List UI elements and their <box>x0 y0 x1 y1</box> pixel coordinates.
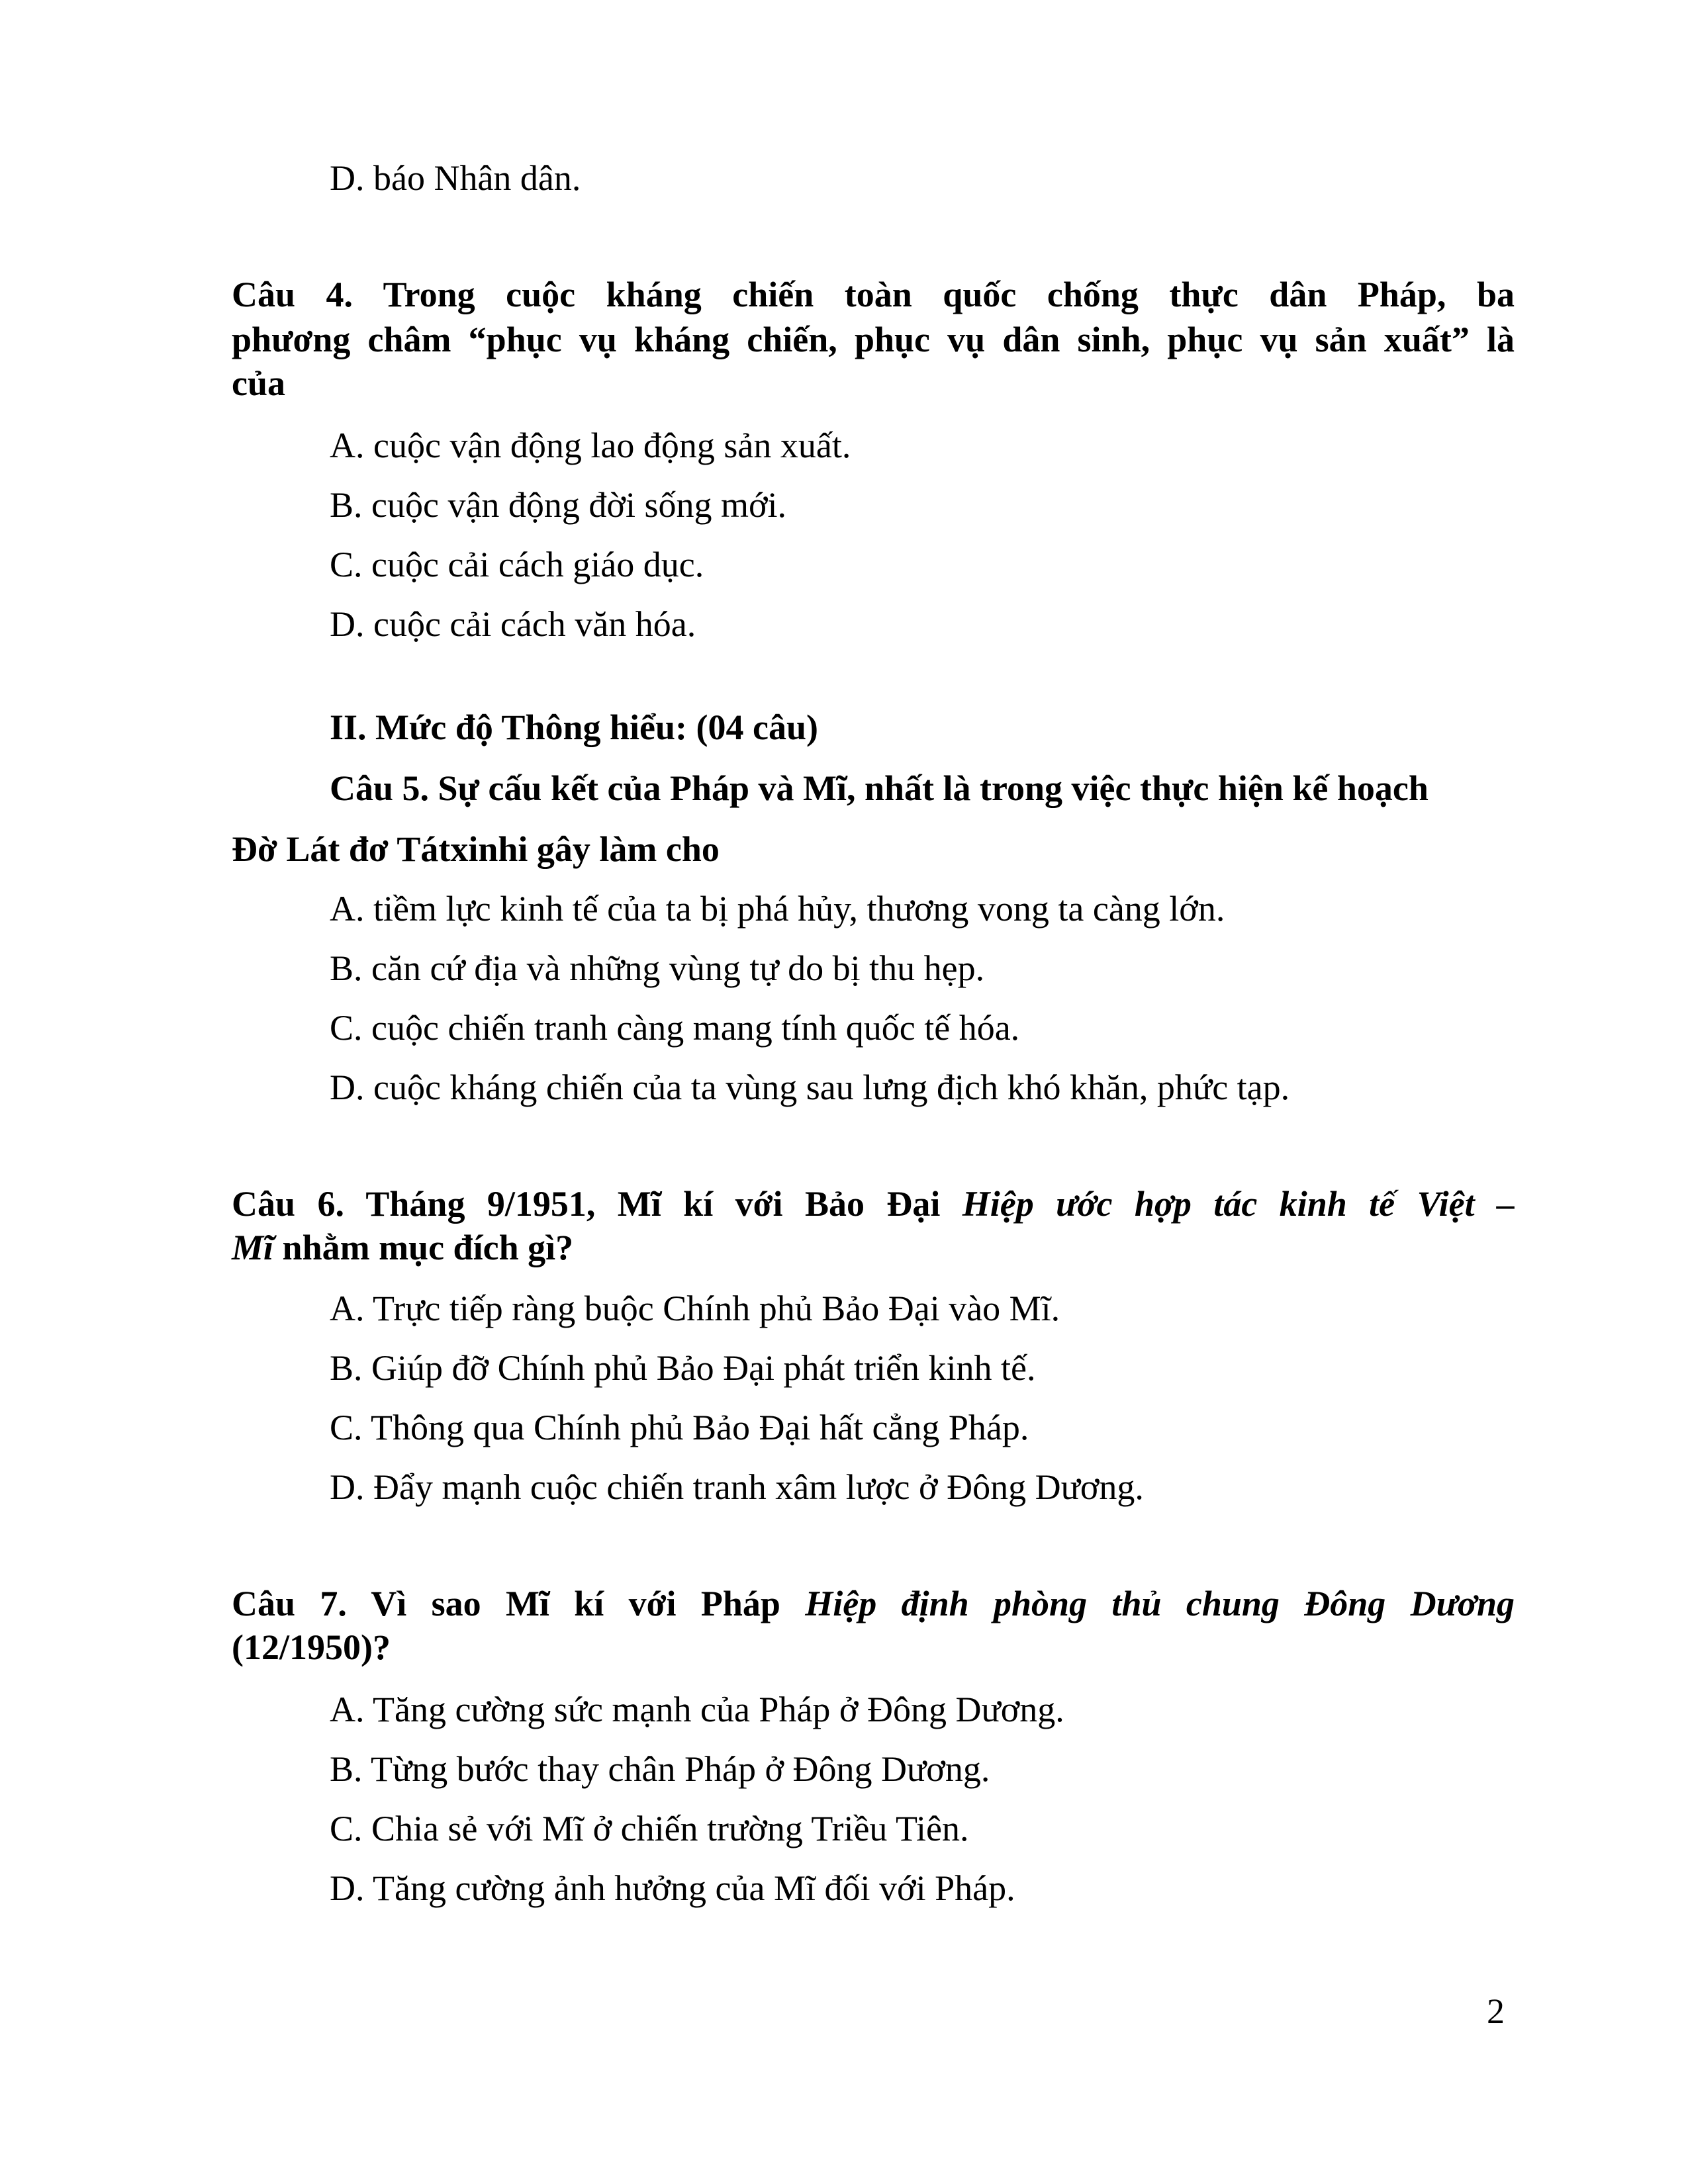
q7-option-c: C. Chia sẻ với Mĩ ở chiến trường Triều Tiên. <box>330 1809 969 1848</box>
q6-stem-line-1 <box>232 1182 1515 1226</box>
q6-stem-question: nhằm mục đích gì? <box>273 1228 574 1267</box>
q7-stem-line-2: (12/1950)? <box>232 1627 391 1667</box>
q7-stem-line-1 <box>232 1582 1515 1625</box>
q5-option-a: A. tiềm lực kinh tế của ta bị phá hủy, thương vong ta càng lớn. <box>330 889 1225 929</box>
q4-stem-line-3: của <box>232 363 285 403</box>
q7-option-a: A. Tăng cường sức mạnh của Pháp ở Đông Dương. <box>330 1690 1064 1729</box>
q5-option-c: C. cuộc chiến tranh càng mang tính quốc tế hóa. <box>330 1008 1020 1048</box>
q6-option-c: C. Thông qua Chính phủ Bảo Đại hất cẳng Pháp. <box>330 1408 1029 1447</box>
q6-treaty-title-end: Mĩ <box>232 1228 274 1267</box>
q6-option-d: D. Đẩy mạnh cuộc chiến tranh xâm lược ở Đông Dương. <box>330 1467 1144 1507</box>
q4-option-b: B. cuộc vận động đời sống mới. <box>330 485 787 525</box>
q7-agreement-title: Hiệp định phòng thủ chung Đông Dương <box>805 1584 1515 1623</box>
q7-option-b: B. Từng bước thay chân Pháp ở Đông Dương. <box>330 1749 990 1789</box>
q6-option-b: B. Giúp đỡ Chính phủ Bảo Đại phát triển kinh tế. <box>330 1348 1036 1388</box>
q4-stem-line-1: Câu 4. Trong cuộc kháng chiến toàn quốc chống thực dân Pháp, ba <box>232 275 1515 314</box>
q6-treaty-title: Hiệp ước hợp tác kinh tế Việt – <box>962 1184 1515 1224</box>
section-heading: II. Mức độ Thông hiểu: (04 câu) <box>330 707 818 747</box>
q5-stem-line-1: Câu 5. Sự cấu kết của Pháp và Mĩ, nhất là trong việc thực hiện kế hoạch <box>330 768 1429 808</box>
prev-question-option-d: D. báo Nhân dân. <box>330 158 581 198</box>
q6-stem-line-2 <box>232 1226 573 1269</box>
q6-stem-text: Câu 6. Tháng 9/1951, Mĩ kí với Bảo Đại <box>232 1184 962 1224</box>
q4-stem-line-2: phương châm “phục vụ kháng chiến, phục vụ dân sinh, phục vụ sản xuất” là <box>232 320 1515 359</box>
q7-stem-text: Câu 7. Vì sao Mĩ kí với Pháp <box>232 1584 806 1623</box>
q4-option-a: A. cuộc vận động lao động sản xuất. <box>330 426 851 465</box>
q5-stem-line-2: Đờ Lát đơ Tátxinhi gây làm cho <box>232 829 720 869</box>
q6-option-a: A. Trực tiếp ràng buộc Chính phủ Bảo Đại vào Mĩ. <box>330 1289 1060 1328</box>
q4-option-c: C. cuộc cải cách giáo dục. <box>330 545 704 584</box>
q7-option-d: D. Tăng cường ảnh hưởng của Mĩ đối với Pháp. <box>330 1868 1015 1908</box>
q4-option-d: D. cuộc cải cách văn hóa. <box>330 604 696 644</box>
q5-option-b: B. căn cứ địa và những vùng tự do bị thu hẹp. <box>330 948 985 988</box>
page-number: 2 <box>1487 1991 1505 2031</box>
q5-option-d: D. cuộc kháng chiến của ta vùng sau lưng địch khó khăn, phức tạp. <box>330 1068 1290 1107</box>
